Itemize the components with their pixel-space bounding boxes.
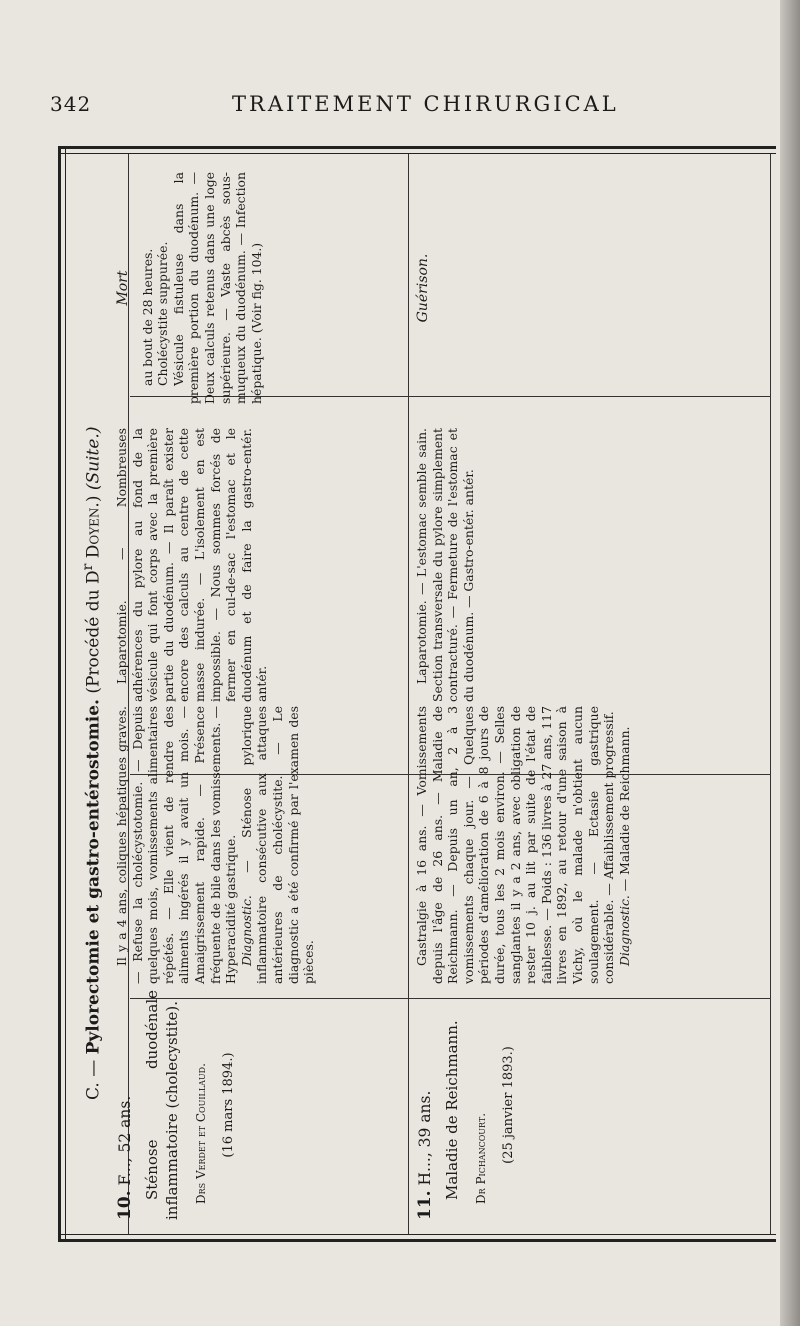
frame-border-top bbox=[58, 146, 776, 149]
running-title: TRAITEMENT CHIRURGICAL bbox=[232, 92, 619, 116]
page-number: 342 bbox=[50, 92, 92, 116]
case-11-outcome bbox=[414, 172, 440, 404]
case-10-history-label: Diagnostic. bbox=[238, 895, 254, 966]
case-10-outcome bbox=[114, 172, 264, 404]
case-10-outcome-line-1: au bout de 28 heures. bbox=[139, 248, 155, 386]
case-10-operation-text: Laparotomie. — Nombreuses adhérences du pylore au fond de la vésicule qui font corps avec la première partie du duodénum. — Il paraît exister encore des calculs au centre de cette masse indurée. — L'isolement en est impossible. — Nous sommes forcés de fermer en cul-de-sac l'estomac et le duodénum et de faire la gastro-entér. antér. bbox=[114, 428, 270, 702]
case-11-history-text: Gastralgie à 16 ans. — Vomissements depuis l'âge de 26 ans. — Maladie de Reichmann. — Depuis un an, 2 à 3 vomissements chaque jour. — Quelques périodes d'amélioration de 6 à 8 jours de durée, tous les 2 mois environ. — Selles sanglantes il y a 2 ans, avec obligation de rester 10 j. au lit par suite de l'état de faiblesse. — Poids : 136 livres à 27 ans, 117 livres en 1892, au retour d'une saison à Vichy, où le malade n'obtient aucun soulagement. — Ectasie gastrique considérable. — Affaiblissement progressif. bbox=[414, 706, 617, 984]
case-10-history bbox=[114, 706, 317, 984]
case-10-patient: F..., 52 ans. bbox=[116, 1095, 134, 1186]
case-11-number: 11. bbox=[415, 1190, 435, 1220]
case-10-history-diagnosis: — Sténose pylorique inflammatoire consécutive aux attaques antérieures de cholécystite. — Le diagnostic a été confirmé par l'examen des pièces. bbox=[238, 706, 317, 984]
case-10-outcome-line-2: Cholécystite suppurée. bbox=[155, 241, 171, 386]
case-11-date: (25 janvier 1893.) bbox=[501, 1046, 516, 1164]
case-10-diagnosis: Sténose duodénale inflammatoire (cholecystite). bbox=[143, 990, 181, 1220]
page-header bbox=[0, 92, 800, 122]
rotated-table-content bbox=[62, 156, 776, 1236]
case-11-history-label: Diagnostic. bbox=[616, 895, 632, 966]
case-11-history-diagnosis: — Maladie de Reichmann. bbox=[616, 726, 632, 892]
case-10-operation bbox=[114, 428, 270, 702]
case-11-operation bbox=[414, 428, 476, 702]
table-caption bbox=[80, 160, 110, 1100]
case-11-identity bbox=[414, 990, 518, 1220]
case-11-patient: H..., 39 ans. bbox=[416, 1090, 434, 1186]
case-11-outcome-title: Guérison. bbox=[415, 253, 431, 323]
case-10-outcome-line-3: Vésicule fistuleuse dans la première portion du duodénum. — Deux calculs retenus dans une loge supérieure. — Vaste abcès sous-muqueux du duodénum. — Infection hépatique. (Voir fig. 104.) bbox=[170, 172, 264, 404]
caption-doyen: Doyen.) bbox=[83, 495, 104, 559]
caption-title: Pylorectomie et gastro-entérostomie. bbox=[83, 699, 104, 1055]
caption-middle: (Procédé du D bbox=[83, 570, 104, 694]
case-11-doctors: Dr Pichancourt. bbox=[474, 1112, 488, 1204]
case-10-date: (16 mars 1894.) bbox=[221, 1052, 236, 1158]
caption-sup: r bbox=[80, 563, 96, 571]
caption-prefix: C. — bbox=[83, 1059, 104, 1100]
frame-border-bottom bbox=[58, 1239, 776, 1242]
frame-border-top-inner bbox=[58, 153, 776, 154]
caption-suite: (Suite.) bbox=[83, 426, 104, 491]
case-10-identity bbox=[114, 990, 238, 1220]
case-11-operation-text: Laparotomie. — L'estomac semble sain. Section transversale du pylore simplement contracturé. — Fermeture de l'estomac et du duodénum. — Gastro-entér. antér. bbox=[414, 428, 476, 702]
case-11-history bbox=[414, 706, 632, 984]
case-10-doctors: Drs Verdet et Couillaud. bbox=[194, 1063, 208, 1204]
case-10-number: 10. bbox=[115, 1190, 135, 1220]
case-10-outcome-title: Mort bbox=[115, 270, 131, 306]
case-11-diagnosis: Maladie de Reichmann. bbox=[443, 1020, 461, 1200]
case-10-history-text: Il y a 4 ans, coliques hépatiques graves. — Refuse la cholécystotomie. — Depuis quelques mois, vomissements alimentaires répétés. — Elle vient de rendre des aliments ingérés il y avait un mois. — Amaigrissement rapide. — Présence fréquente de bile dans les vomissements. — Hyperacidité gastrique. bbox=[114, 706, 239, 984]
page-gutter-shadow bbox=[780, 0, 800, 1326]
frame-border-left bbox=[58, 146, 61, 1242]
